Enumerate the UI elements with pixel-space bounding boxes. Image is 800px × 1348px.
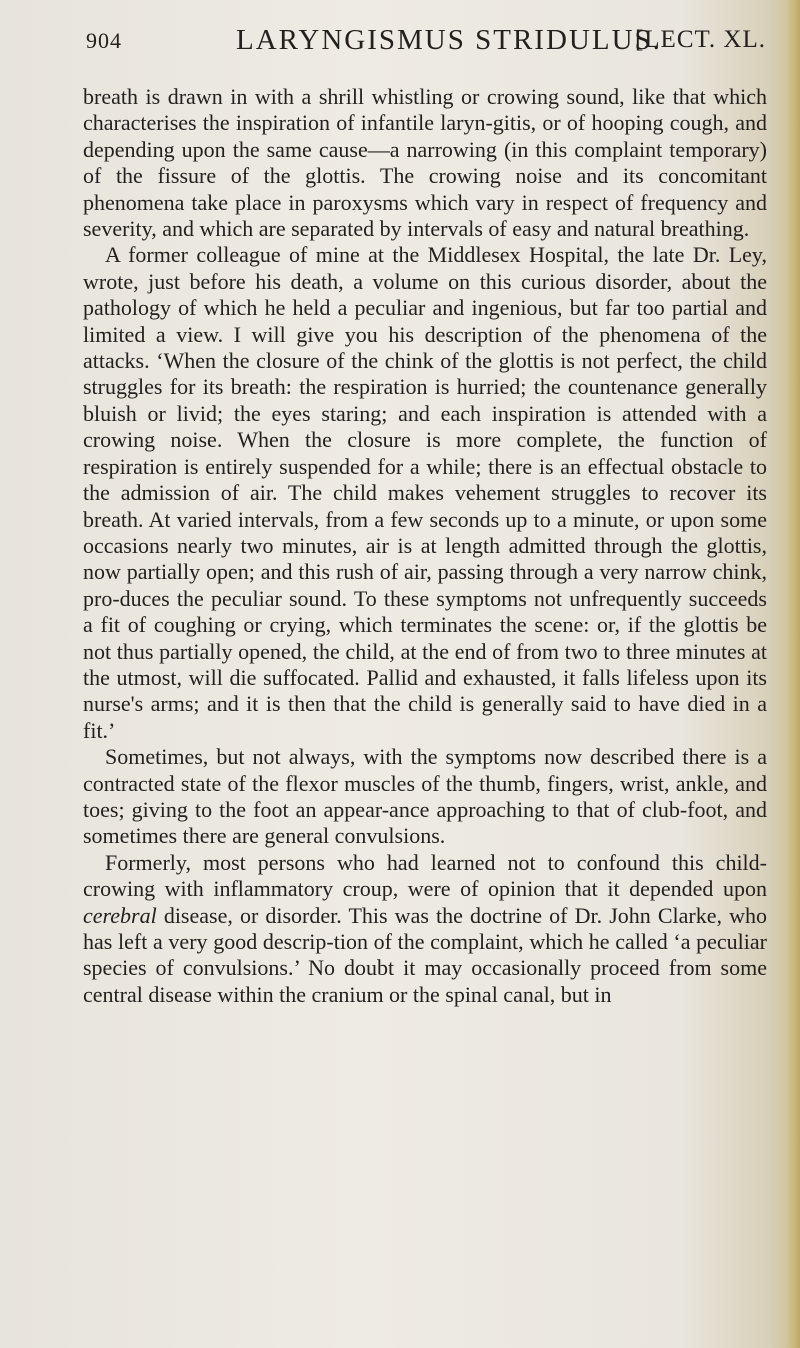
paragraph-continuation: breath is drawn in with a shrill whistling or crowing sound, like that which characterises the inspiration of infantile laryn-gitis, or of hooping cough, and depending upon the same cause—a narrowing (in this complaint temporary) of the fissure of the glottis. The crowing noise and its concomitant phenomena take place in paroxysms which vary in respect of frequency and severity, and which are separated by intervals of easy and natural breathing. xyxy=(83,84,767,242)
page-number: 904 xyxy=(86,28,122,53)
emphasis-cerebral: cerebral xyxy=(83,902,157,928)
text-segment: disease, or disorder. This was the doctrine of Dr. John Clarke, who has left a very good descrip-tion of the complaint, which he called ‘a peculiar species of convulsions.’ No doubt it may occasionally proceed from some central disease within the cranium or the spinal canal, but in xyxy=(83,902,767,1007)
paragraph-ley-description: A former colleague of mine at the Middlesex Hospital, the late Dr. Ley, wrote, just before his death, a volume on this curious disorder, about the pathology of which he held a peculiar and ingenious, but far too partial and limited a view. I will give you his description of the phenomena of the attacks. ‘When the closure of the chink of the glottis is not perfect, the child struggles for its breath: the respiration is hurried; the countenance generally bluish or livid; the eyes staring; and each inspiration is attended with a crowing noise. When the closure is more complete, the function of respiration is entirely suspended for a while; there is an effectual obstacle to the admission of air. The child makes vehement struggles to recover its breath. At varied intervals, from a few seconds up to a minute, or upon some occasions nearly two minutes, air is at length admitted through the glottis, now partially open; and this rush of air, passing through a very narrow chink, pro-duces the peculiar sound. To these symptoms not unfrequently succeeds a fit of coughing or crying, which terminates the scene: or, if the glottis be not thus partially opened, the child, at the end of from two to three minutes at the utmost, will die suffocated. Pallid and exhausted, it falls lifeless upon its nurse's arms; and it is then that the child is generally said to have died in a fit.’ xyxy=(83,242,767,743)
lecture-reference: [LECT. XL. xyxy=(634,26,766,53)
paragraph-cerebral-doctrine xyxy=(83,850,767,1008)
page-edge xyxy=(786,0,800,1348)
running-header xyxy=(86,24,766,74)
body-text xyxy=(83,84,767,1008)
text-segment: Formerly, most persons who had learned not to confound this child-crowing with inflammatory croup, were of opinion that it depended upon xyxy=(83,849,767,902)
paragraph-contracted-muscles: Sometimes, but not always, with the symptoms now described there is a contracted state of the flexor muscles of the thumb, fingers, wrist, ankle, and toes; giving to the foot an appear-ance approaching to that of club-foot, and sometimes there are general convulsions. xyxy=(83,744,767,849)
running-title: LARYNGISMUS STRIDULUS. xyxy=(236,24,662,56)
